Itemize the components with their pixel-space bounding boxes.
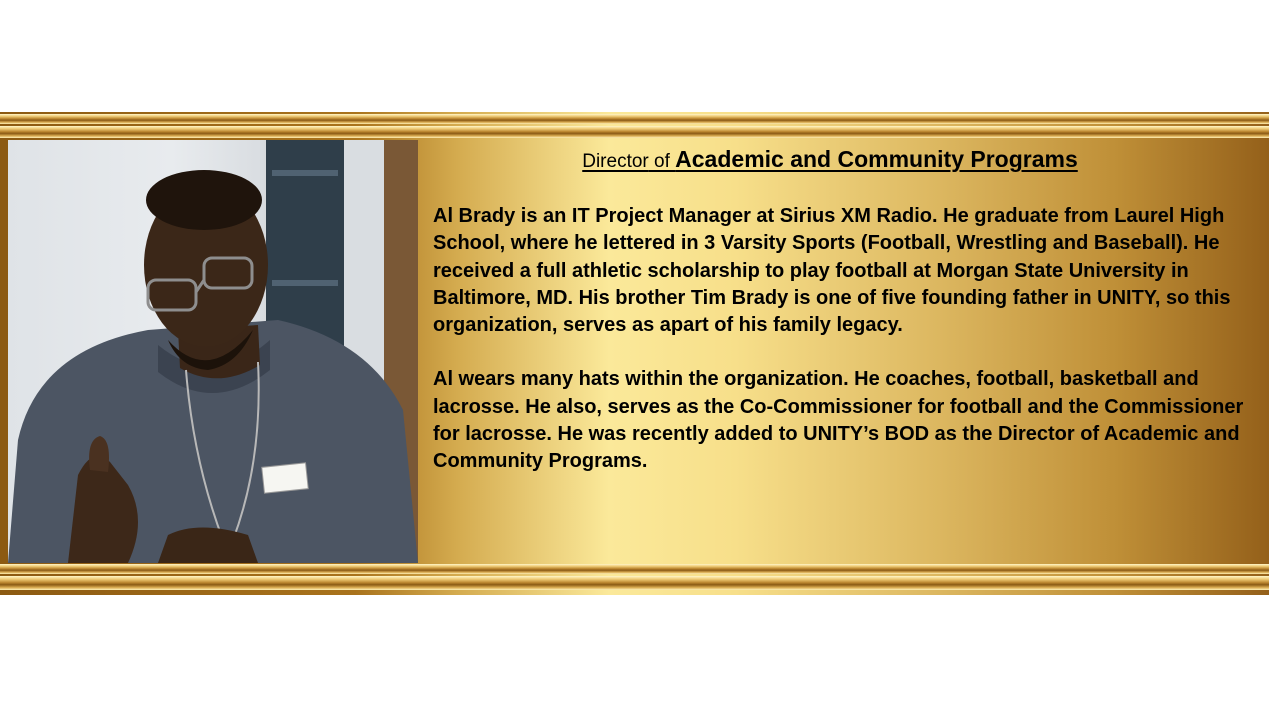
title-part-of: of [648,151,676,172]
gold-rail-top-inner [0,126,1269,138]
portrait-photo [8,140,418,563]
title-part-director: Director [582,151,649,172]
title-part-programs: Academic and Community Programs [675,146,1078,172]
gold-rail-bottom-outer [0,576,1269,590]
bio-paragraph-2: Al wears many hats within the organization. He coaches, football, basketball and lacrosse. He also, serves as the Co-Commissioner for football and the Commissioner for lacrosse. He was recently added to UNITY’s BOD as the Director of Academic and Community Programs. [433,368,1244,473]
bio-text [433,203,1263,476]
gold-rail-bottom-inner [0,564,1269,574]
page-title [430,146,1230,173]
bio-paragraph-1: Al Brady is an IT Project Manager at Sirius XM Radio. He graduate from Laurel High School, where he lettered in 3 Varsity Sports (Football, Wrestling and Baseball). He received a full athletic scholarship to play football at Morgan State University in Baltimore, MD. His brother Tim Brady is one of five founding father in UNITY, so this organization, serves as apart of his family legacy. [433,205,1231,337]
gold-rail-top-outer [0,114,1269,124]
